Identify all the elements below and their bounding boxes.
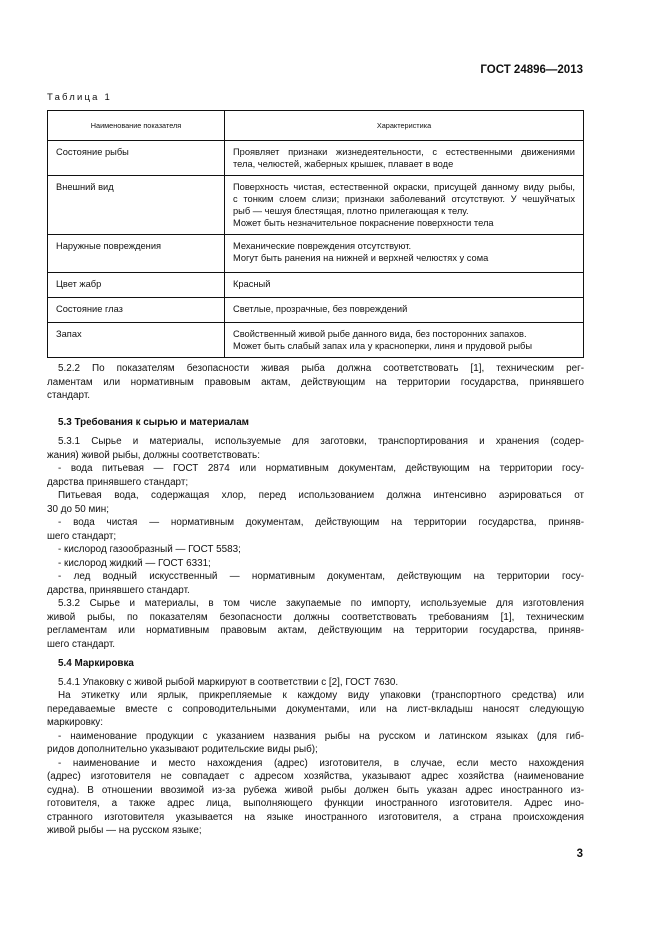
characteristic-line: Поверхность чистая, естественной окраски, присущей данному виду рыбы, xyxy=(233,182,575,192)
paragraph xyxy=(47,462,584,489)
text-line: - вода питьевая — ГОСТ 2874 или нормативным документам, действующим на территории госу- xyxy=(58,463,584,474)
page-number: 3 xyxy=(576,848,583,860)
indicator-characteristic xyxy=(225,235,584,273)
text-line: (адрес) изготовителя не совпадает с адресом хозяйства, указывают адрес хозяйства (наименование xyxy=(47,771,584,782)
indicator-characteristic xyxy=(225,323,584,358)
paragraph xyxy=(47,757,584,838)
paragraph xyxy=(47,362,584,403)
column-header-indicator: Наименование показателя xyxy=(48,111,225,141)
paragraph xyxy=(47,557,584,571)
indicator-name: Состояние глаз xyxy=(48,298,225,323)
text-line: 5.2.2 По показателям безопасности живая рыба должна соответствовать [1], техническим рег- xyxy=(58,363,584,374)
text-line: маркировку: xyxy=(47,717,103,728)
paragraph xyxy=(47,489,584,516)
text-line: - кислород жидкий — ГОСТ 6331; xyxy=(58,557,211,569)
table-row xyxy=(48,235,584,273)
text-line: жания) живой рыбы, должны соответствовать: xyxy=(47,449,260,461)
text-line: дарства, принявшего стандарт. xyxy=(47,584,190,596)
paragraph xyxy=(47,689,584,730)
text-line: На этикетку или ярлык, прикрепляемые к каждому виду упаковки (транспортного средства) или xyxy=(58,690,584,701)
paragraph xyxy=(47,676,584,690)
characteristic-line: Может быть незначительное покраснение поверхности тела xyxy=(233,218,494,228)
text-line: ридов дополнительно указывают родительские виды рыб); xyxy=(47,744,318,755)
table-row xyxy=(48,141,584,176)
section-heading: 5.3 Требования к сырью и материалам xyxy=(58,416,249,428)
column-header-characteristic: Характеристика xyxy=(225,111,584,141)
indicator-name: Состояние рыбы xyxy=(48,141,225,176)
text-line: регламентам или нормативным правовым актам, действующим на территории государства, приняв- xyxy=(47,625,584,636)
text-line: судна). В отношении ввозимой из-за рубежа живой рыбы должен быть указан адрес иностранного из- xyxy=(47,784,584,796)
section-heading: 5.4 Маркировка xyxy=(58,658,134,669)
paragraph xyxy=(47,597,584,651)
characteristic-line: Красный xyxy=(233,279,271,289)
text-line: странного изготовителя указывается на языке иностранного изготовителя, а страна происхождения xyxy=(47,811,584,823)
text-line: 5.4.1 Упаковку с живой рыбой маркируют в соответствии с [2], ГОСТ 7630. xyxy=(58,676,399,688)
document-body xyxy=(47,362,584,838)
indicators-table xyxy=(47,110,584,358)
paragraph xyxy=(47,516,584,543)
text-line: стандарт. xyxy=(47,390,90,401)
paragraph xyxy=(47,730,584,757)
characteristic-line: Свойственный живой рыбе данного вида, без посторонних запахов. xyxy=(233,329,527,339)
characteristic-line: Могут быть ранения на нижней и верхней челюстях у сома xyxy=(233,253,489,263)
table-header-row xyxy=(48,111,584,141)
text-line: - наименование продукции с указанием названия рыбы на русском и латинском языках (для гиб- xyxy=(58,730,584,742)
text-line: шего стандарт; xyxy=(47,530,117,542)
text-line: - кислород газообразный — ГОСТ 5583; xyxy=(58,544,241,555)
text-line: 30 до 50 мин; xyxy=(47,503,109,515)
characteristic-line: Механические повреждения отсутствуют. xyxy=(233,241,412,251)
text-line: живой рыбы, по показателям безопасности должны соответствовать требованиям [1], техническим xyxy=(47,611,584,623)
table-row xyxy=(48,323,584,358)
characteristic-line: Проявляет признаки жизнедеятельности, с естественными движениями xyxy=(233,147,575,157)
indicator-characteristic xyxy=(225,141,584,176)
text-line: дарства принявшего стандарт; xyxy=(47,476,189,488)
table-row xyxy=(48,176,584,235)
indicator-characteristic xyxy=(225,176,584,235)
table-caption: Таблица 1 xyxy=(47,92,112,103)
characteristic-line: с тонким слоем слизи; признаки заболеваний отсутствуют. У чешуйчатых xyxy=(233,194,575,204)
paragraph xyxy=(47,435,584,462)
characteristic-line: рыб — чешуя блестящая, плотно прилегающая к телу. xyxy=(233,206,469,216)
indicator-name: Внешний вид xyxy=(48,176,225,235)
indicator-name: Наружные повреждения xyxy=(48,235,225,273)
text-line: шего стандарт. xyxy=(47,638,116,650)
text-line: живой рыбы — на русском языке; xyxy=(47,825,202,836)
table-row xyxy=(48,273,584,298)
text-line: передаваемые вместе с сопроводительными документами, или на лист-вкладыш наносят следующую xyxy=(47,703,584,715)
document-code: ГОСТ 24896—2013 xyxy=(480,64,583,76)
text-line: 5.3.2 Сырье и материалы, в том числе закупаемые по импорту, используемые для изготовления xyxy=(58,598,584,609)
text-line: - лед водный искусственный — нормативным документам, действующим на территории госу- xyxy=(58,571,584,582)
indicator-name: Цвет жабр xyxy=(48,273,225,298)
characteristic-line: тела, челюстей, жаберных крышек, плавает в воде xyxy=(233,159,454,169)
text-line: - наименование и место нахождения (адрес) изготовителя, в случае, если место нахождения xyxy=(58,757,584,769)
characteristic-line: Может быть слабый запах ила у красноперки, линя и прудовой рыбы xyxy=(233,341,533,351)
paragraph xyxy=(47,543,584,557)
indicator-characteristic xyxy=(225,298,584,323)
table-row xyxy=(48,298,584,323)
paragraph xyxy=(47,570,584,597)
indicator-name: Запах xyxy=(48,323,225,358)
text-line: ламентам или нормативным правовым актам, действующим на территории государства, принявшего xyxy=(47,376,584,388)
text-line: 5.3.1 Сырье и материалы, используемые для заготовки, транспортирования и хранения (содер- xyxy=(58,436,584,447)
text-line: Питьевая вода, содержащая хлор, перед использованием должна интенсивно аэрироваться от xyxy=(58,490,584,501)
indicator-characteristic xyxy=(225,273,584,298)
characteristic-line: Светлые, прозрачные, без повреждений xyxy=(233,304,408,314)
text-line: готовителя, а также адрес лица, выполняющего функции иностранного изготовителя. Адрес ино- xyxy=(47,798,584,809)
text-line: - вода чистая — нормативным документам, действующим на территории государства, приняв- xyxy=(58,517,584,528)
